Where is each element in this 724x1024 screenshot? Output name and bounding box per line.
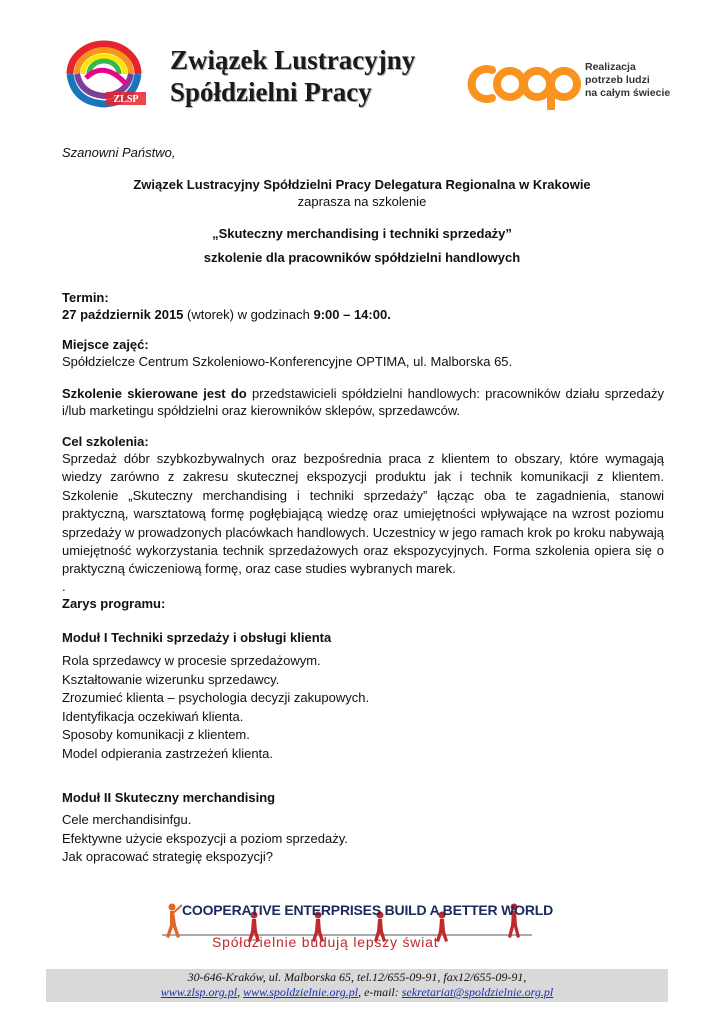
program-dot: .: [62, 579, 66, 594]
list-item: Cele merchandisinfgu.: [62, 812, 192, 827]
invitation-line: zaprasza na szkolenie: [297, 194, 427, 209]
goal-label: Cel szkolenia:: [62, 434, 149, 449]
module2-title: Moduł II Skuteczny merchandising: [62, 790, 276, 805]
program-section: [62, 579, 664, 612]
footer-address: 30-646-Kraków, ul. Malborska 65, tel.12/655-09-91, fax12/655-09-91,: [187, 970, 527, 984]
list-item: Zrozumieć klienta – psychologia decyzji zakupowych.: [62, 690, 370, 705]
goal-text: Sprzedaż dóbr szybkozbywalnych oraz bezpośrednia praca z klientem to obszary, które wymagają wiedzy zarówno z zakresu skutecznej ekspozycji produktu jak i technik komunikacji z klientem. Szkolenie „Skuteczny merchandising i techniki sprzedaży” łącząc oba te zagadnienia, stanowi praktyczną, warsztatową formę pogłębiającą wiedzę oraz umiejętności wpływające na wzrost poziomu sprzedaży w prowadzonych placówkach handlowych. Uczestnicy w jego ramach krok po kroku nabywają umiejętność wykorzystania technik sprzedażowych oraz ekspozycyjnych. Forma szkolenia opiera się o praktyczną ćwiczeniową formę, oraz case studies wybranych marek.: [62, 451, 664, 577]
term-section: [62, 289, 664, 323]
coop-tagline-line2: potrzeb ludzi: [585, 74, 650, 86]
audience-text: przedstawicieli spółdzielni handlowych: pracowników działu sprzedaży i/lub marketingu spółdzielni oraz kierowników sklepów, sprzedawców.: [62, 386, 664, 418]
zlsp-logo-text: ZLSP: [113, 94, 139, 105]
list-item: Efektywne użycie ekspozycji a poziom sprzedaży.: [62, 830, 348, 846]
term-value: [62, 306, 664, 323]
banner-english-text: COOPERATIVE ENTERPRISES BUILD A BETTER WORLD: [182, 902, 554, 918]
coop-tagline-line1: Realizacja: [585, 61, 636, 73]
list-item: Identyfikacja oczekiwań klienta.: [62, 708, 244, 724]
module2-list: [62, 811, 664, 867]
footer-links: [46, 985, 668, 1000]
audience-section: [62, 385, 664, 419]
venue-section: [62, 336, 664, 370]
organization-title: [170, 44, 470, 108]
footer-email-link[interactable]: sekretariat@spoldzielnie.org.pl: [401, 985, 554, 999]
venue-label: Miejsce zajęć:: [62, 337, 149, 352]
venue-text: Spółdzielcze Centrum Szkoleniowo-Konferencyjne OPTIMA, ul. Malborska 65.: [62, 354, 513, 369]
audience-label: Szkolenie skierowane jest do: [62, 386, 247, 401]
figure-icon: [166, 904, 182, 939]
coop-logo: [466, 58, 582, 110]
footer: [46, 969, 668, 1002]
list-item: Rola sprzedawcy w procesie sprzedażowym.: [62, 653, 321, 668]
list-item: Model odpierania zastrzeżeń klienta.: [62, 745, 274, 761]
list-item: Sposoby komunikacji z klientem.: [62, 727, 250, 742]
footer-separator: ,: [237, 985, 244, 999]
coop-tagline: [585, 61, 715, 100]
list-item: Jak opracować strategię ekspozycji?: [62, 849, 273, 864]
term-hours: 9:00 – 14:00.: [313, 307, 391, 322]
module1-list: [62, 652, 664, 763]
goal-section: [62, 433, 664, 579]
footer-email-label: , e-mail:: [358, 985, 402, 999]
coop-tagline-line3: na całym świecie: [585, 87, 671, 99]
coop-logo-text: coop: [466, 58, 469, 59]
greeting: Szanowni Państwo,: [62, 145, 176, 160]
term-date: 27 październik 2015: [62, 307, 184, 322]
banner-polish-text: Spółdzielnie budują lepszy świat: [212, 934, 439, 950]
organization-title-line1: Związek Lustracyjny: [170, 45, 416, 75]
module1-title: Moduł I Techniki sprzedaży i obsługi klienta: [62, 630, 332, 645]
term-label: Termin:: [62, 290, 109, 305]
zlsp-logo: [56, 38, 152, 110]
term-weekday: (wtorek) w godzinach: [183, 307, 314, 322]
footer-link-zlsp[interactable]: www.zlsp.org.pl: [160, 985, 238, 999]
organization-title-line2: Spółdzielni Pracy: [170, 77, 372, 107]
organizer-line: Związek Lustracyjny Spółdzielni Pracy Delegatura Regionalna w Krakowie: [133, 177, 591, 192]
list-item: Kształtowanie wizerunku sprzedawcy.: [62, 671, 280, 687]
program-label: Zarys programu:: [62, 596, 166, 611]
footer-link-spoldzielnie[interactable]: www.spoldzielnie.org.pl: [243, 985, 359, 999]
training-subtitle: szkolenie dla pracowników spółdzielni handlowych: [203, 250, 521, 265]
training-title: „Skuteczny merchandising i techniki sprzedaży”: [212, 226, 512, 241]
